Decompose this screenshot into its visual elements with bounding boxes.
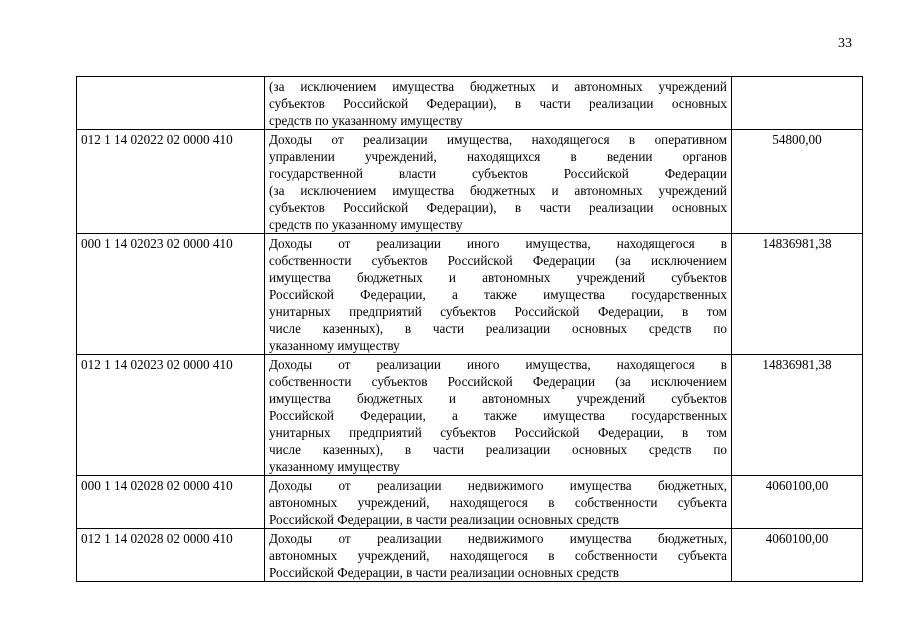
description-line: управлении учреждений, находящихся в ведении органов (269, 149, 727, 164)
amount-cell: 4060100,00 (732, 529, 863, 582)
description-line: автономных учреждений, находящегося в собственности субъекта (269, 548, 727, 563)
table-row (77, 529, 863, 582)
description-line: субъектов Российской Федерации), в части реализации основных (269, 200, 727, 215)
description-line: указанному имуществу (269, 459, 400, 474)
amount-cell: 14836981,38 (732, 355, 863, 476)
description-line: (за исключением имущества бюджетных и автономных учреждений (269, 79, 727, 94)
table-row (77, 234, 863, 355)
description-line: Доходы от реализации иного имущества, находящегося в (269, 357, 727, 372)
budget-code-cell: 000 1 14 02023 02 0000 410 (77, 234, 265, 355)
description-line: Доходы от реализации недвижимого имущества бюджетных, (269, 478, 727, 493)
budget-code-cell: 000 1 14 02028 02 0000 410 (77, 476, 265, 529)
revenue-description-cell (265, 476, 732, 529)
amount-cell (732, 77, 863, 130)
table-row (77, 77, 863, 130)
description-line: Доходы от реализации иного имущества, находящегося в (269, 236, 727, 251)
revenue-description-cell (265, 130, 732, 234)
table-row (77, 130, 863, 234)
description-line: указанному имуществу (269, 338, 400, 353)
description-line: Доходы от реализации недвижимого имущества бюджетных, (269, 531, 727, 546)
description-line: Российской Федерации, в части реализации основных средств (269, 512, 620, 527)
budget-code-cell: 012 1 14 02028 02 0000 410 (77, 529, 265, 582)
revenue-description-cell (265, 234, 732, 355)
description-line: автономных учреждений, находящегося в собственности субъекта (269, 495, 727, 510)
description-line: имущества бюджетных и автономных учреждений субъектов (269, 270, 727, 285)
description-line: средств по указанному имуществу (269, 217, 463, 232)
description-line: числе казенных), в части реализации основных средств по (269, 321, 727, 336)
description-line: унитарных предприятий субъектов Российской Федерации, в том (269, 304, 727, 319)
page-number: 33 (838, 36, 852, 51)
description-line: субъектов Российской Федерации), в части реализации основных (269, 96, 727, 111)
description-line: собственности субъектов Российской Федерации (за исключением (269, 374, 727, 389)
description-line: (за исключением имущества бюджетных и автономных учреждений (269, 183, 727, 198)
description-line: Доходы от реализации имущества, находящегося в оперативном (269, 132, 727, 147)
description-line: собственности субъектов Российской Федерации (за исключением (269, 253, 727, 268)
budget-code-cell (77, 77, 265, 130)
description-line: средств по указанному имуществу (269, 113, 463, 128)
revenue-description-cell (265, 77, 732, 130)
description-line: имущества бюджетных и автономных учреждений субъектов (269, 391, 727, 406)
table-row (77, 355, 863, 476)
budget-code-cell: 012 1 14 02022 02 0000 410 (77, 130, 265, 234)
revenue-description-cell (265, 529, 732, 582)
revenue-description-cell (265, 355, 732, 476)
description-line: государственной власти субъектов Российской Федерации (269, 166, 727, 181)
budget-code-cell: 012 1 14 02023 02 0000 410 (77, 355, 265, 476)
amount-cell: 54800,00 (732, 130, 863, 234)
description-line: унитарных предприятий субъектов Российской Федерации, в том (269, 425, 727, 440)
table-row (77, 476, 863, 529)
description-line: Российской Федерации, а также имущества государственных (269, 408, 727, 423)
amount-cell: 14836981,38 (732, 234, 863, 355)
description-line: Российской Федерации, в части реализации основных средств (269, 565, 620, 580)
revenue-table (76, 76, 863, 582)
description-line: Российской Федерации, а также имущества государственных (269, 287, 727, 302)
revenue-table-body (77, 77, 863, 582)
amount-cell: 4060100,00 (732, 476, 863, 529)
description-line: числе казенных), в части реализации основных средств по (269, 442, 727, 457)
